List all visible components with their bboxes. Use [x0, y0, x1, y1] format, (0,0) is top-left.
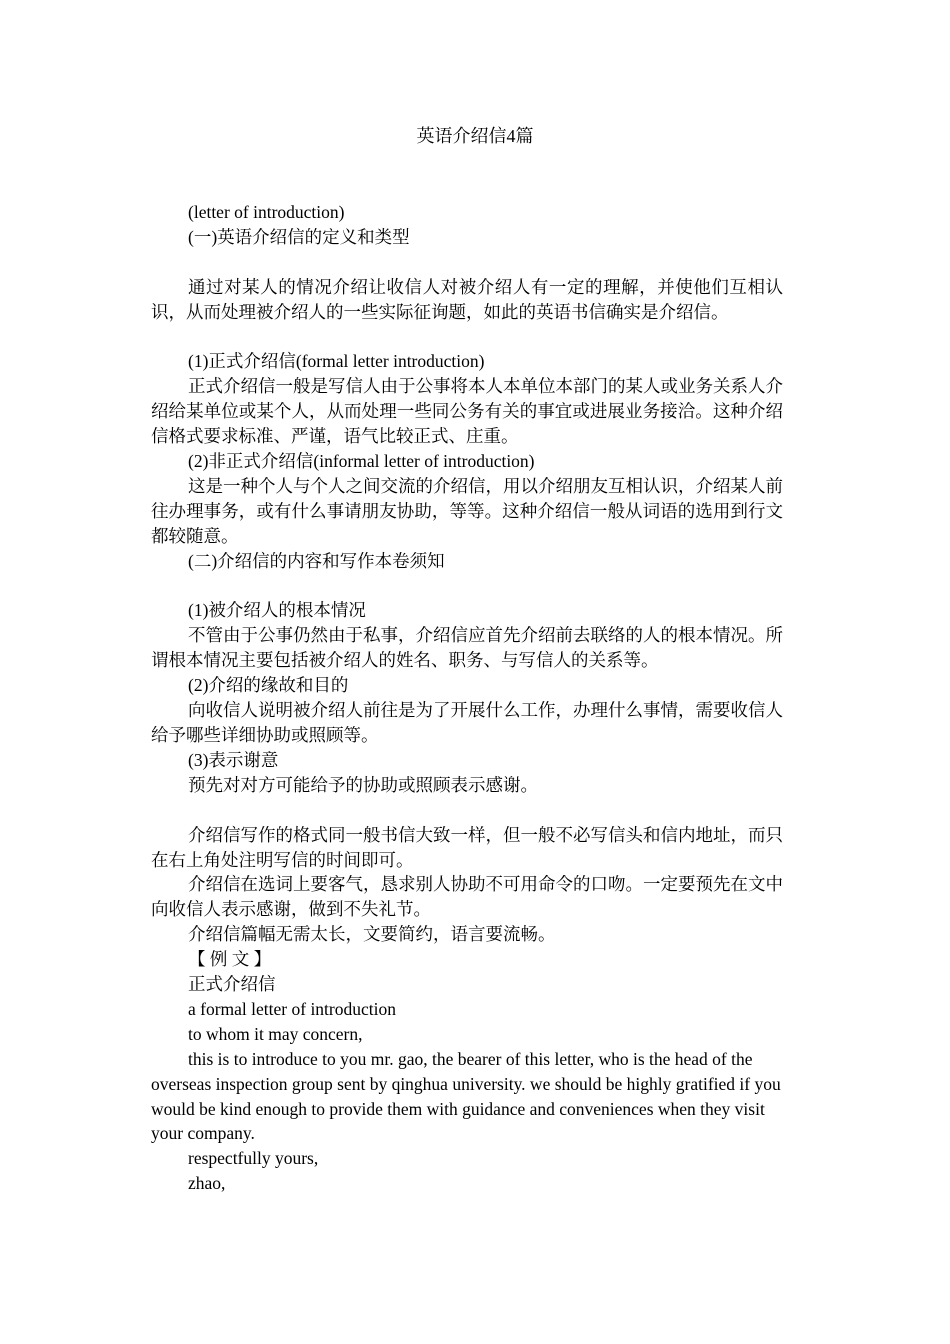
letter-body: this is to introduce to you mr. gao, the bearer of this letter, who is the head of the overseas inspection group sent by qinghua university. we should be highly gratified if you would be kind enough to provide them with guidance and conveniences when they visit your company. — [151, 1048, 781, 1144]
paragraph: 介绍信篇幅无需太长，文要简约，语言要流畅。 — [188, 924, 556, 945]
letter-salutation: to whom it may concern, — [188, 1023, 363, 1044]
section-heading: (二)介绍信的内容和写作本卷须知 — [188, 550, 445, 571]
letter-signature: zhao, — [188, 1173, 226, 1194]
blank-line — [151, 250, 783, 275]
paragraph: 介绍信在选词上要客气，恳求别人协助不可用命令的口吻。一定要预先在文中向收信人表示感谢，做到不失礼节。 — [151, 874, 783, 920]
paragraph: 这是一种个人与个人之间交流的介绍信，用以介绍朋友互相认识，介绍某人前往办理事务，或有什么事请朋友协助，等等。这种介绍信一般从词语的选用到行文都较随意。 — [151, 475, 783, 546]
subheading: (1)被介绍人的根本情况 — [188, 600, 366, 621]
letter-closing: respectfully yours, — [188, 1148, 319, 1169]
paragraph: 不管由于公事仍然由于私事，介绍信应首先介绍前去联络的人的根本情况。所谓根本情况主要包括被介绍人的姓名、职务、与写信人的关系等。 — [151, 625, 783, 671]
paragraph: 通过对某人的情况介绍让收信人对被介绍人有一定的理解，并使他们互相认识，从而处理被介绍人的一些实际征询题，如此的英语书信确实是介绍信。 — [151, 276, 783, 322]
paragraph: (letter of introduction) — [188, 202, 345, 222]
blank-line — [151, 574, 783, 599]
paragraph: 向收信人说明被介绍人前往是为了开展什么工作，办理什么事情，需要收信人给予哪些详细协助或照顾等。 — [151, 700, 783, 745]
section-heading: (一)英语介绍信的定义和类型 — [188, 226, 410, 247]
subheading: (2)介绍的缘故和目的 — [188, 675, 349, 696]
paragraph: 预先对对方可能给予的协助或照顾表示感谢。 — [188, 774, 538, 795]
example-heading: 【 例 文 】 — [188, 949, 272, 970]
paragraph: 正式介绍信一般是写信人由于公事将本人本单位本部门的某人或业务关系人介绍给某单位或某个人，从而处理一些同公务有关的事宜或进展业务接洽。这种介绍信格式要求标准、严谨，语气比较正式、庄重。 — [151, 376, 783, 447]
blank-line — [151, 798, 783, 823]
paragraph: 介绍信写作的格式同一般书信大致一样，但一般不必写信头和信内地址，而只在右上角处注明写信的时间即可。 — [151, 824, 783, 870]
subheading: (1)正式介绍信(formal letter introduction) — [188, 351, 485, 372]
letter-line: a formal letter of introduction — [188, 998, 396, 1019]
example-title: 正式介绍信 — [188, 974, 276, 995]
blank-line — [151, 325, 783, 350]
document-body — [151, 200, 783, 1196]
subheading: (2)非正式介绍信(informal letter of introduction) — [188, 451, 535, 472]
document-title: 英语介绍信4篇 — [416, 126, 534, 146]
subheading: (3)表示谢意 — [188, 749, 279, 770]
